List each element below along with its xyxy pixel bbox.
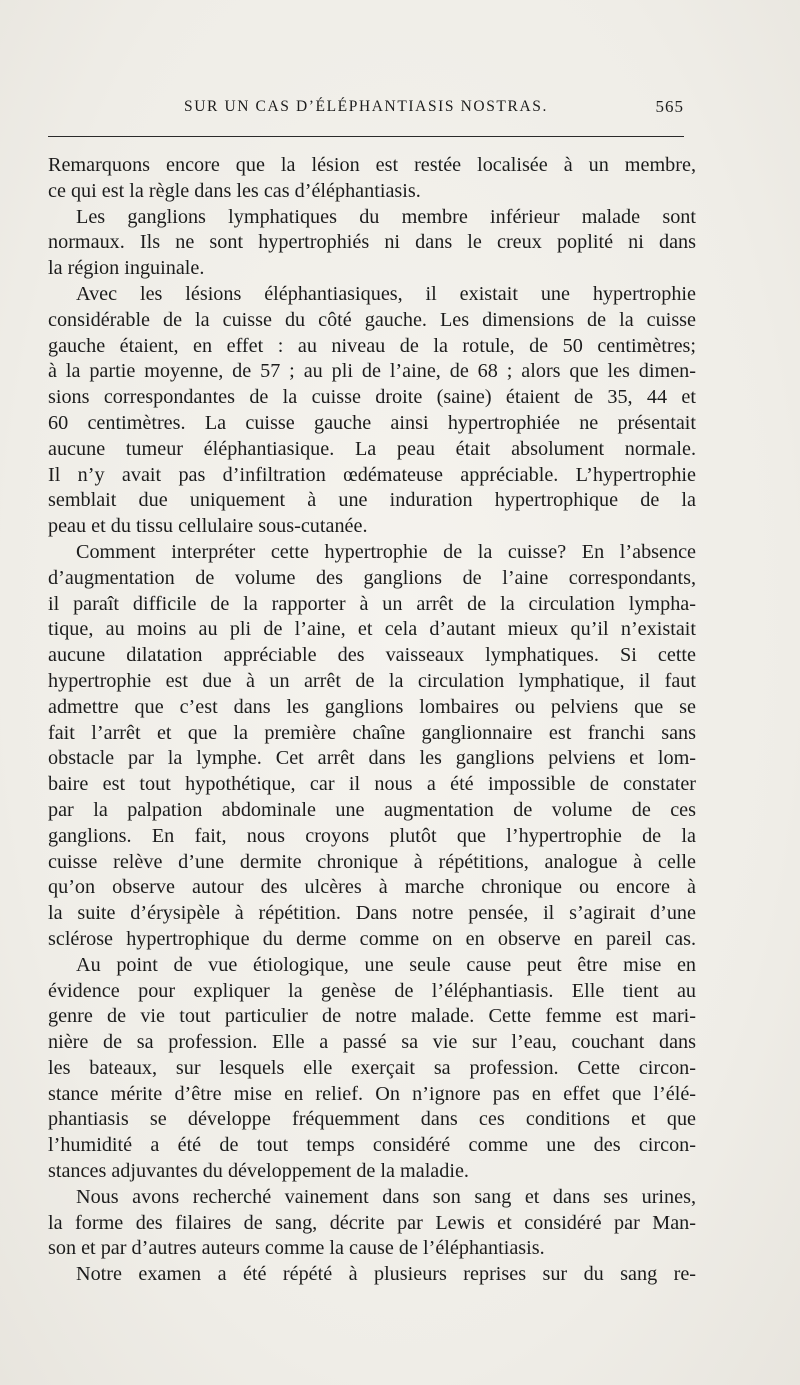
text-line: admettre que c’est dans les ganglions lombaires ou pelviens que se xyxy=(48,695,696,718)
text-line: aucune tumeur éléphantiasique. La peau était absolument normale. xyxy=(48,437,696,460)
text-line: la région inguinale. xyxy=(48,257,205,280)
text-line: ce qui est la règle dans les cas d’éléphantiasis. xyxy=(48,179,421,202)
text-line: considérable de la cuisse du côté gauche. Les dimensions de la cuisse xyxy=(48,308,696,331)
text-line: baire est tout hypothétique, car il nous a été impossible de constater xyxy=(48,773,696,796)
text-line: son et par d’autres auteurs comme la cause de l’éléphantiasis. xyxy=(48,1237,545,1260)
text-line: cuisse relève d’une dermite chronique à répétitions, analogue à celle xyxy=(48,850,696,873)
text-line: normaux. Ils ne sont hypertrophiés ni dans le creux poplité ni dans xyxy=(48,231,696,254)
text-line: d’augmentation de volume des ganglions de l’aine correspondants, xyxy=(48,566,696,589)
text-line: genre de vie tout particulier de notre malade. Cette femme est mari- xyxy=(48,1005,696,1028)
text-line: stances adjuvantes du développement de la maladie. xyxy=(48,1160,469,1183)
text-line: fait l’arrêt et que la première chaîne ganglionnaire est franchi sans xyxy=(48,721,696,744)
text-line: Nous avons recherché vainement dans son sang et dans ses urines, xyxy=(76,1185,696,1208)
header-rule xyxy=(48,136,684,137)
text-line: évidence pour expliquer la genèse de l’éléphantiasis. Elle tient au xyxy=(48,979,696,1002)
text-line: semblait due uniquement à une induration hypertrophique de la xyxy=(48,489,696,512)
text-line: Comment interpréter cette hypertrophie de la cuisse? En l’absence xyxy=(76,540,696,563)
text-line: phantiasis se développe fréquemment dans ces conditions et que xyxy=(48,1108,696,1131)
text-line: 60 centimètres. La cuisse gauche ainsi hypertrophiée ne présentait xyxy=(48,411,696,434)
text-line: Au point de vue étiologique, une seule cause peut être mise en xyxy=(76,953,696,976)
text-line: tique, au moins au pli de l’aine, et cela d’autant mieux qu’il n’existait xyxy=(48,618,696,641)
text-line: par la palpation abdominale une augmentation de volume de ces xyxy=(48,798,696,821)
text-line: la suite d’érysipèle à répétition. Dans notre pensée, il s’agirait d’une xyxy=(48,902,696,925)
text-line: sclérose hypertrophique du derme comme on en observe en pareil cas. xyxy=(48,927,696,950)
text-line: il paraît difficile de la rapporter à un arrêt de la circulation lympha- xyxy=(48,592,696,615)
text-line: hypertrophie est due à un arrêt de la circulation lymphatique, il faut xyxy=(48,669,696,692)
text-line: qu’on observe autour des ulcères à marche chronique ou encore à xyxy=(48,876,696,899)
page-number: 565 xyxy=(655,97,684,116)
running-title: SUR UN CAS D’ÉLÉPHANTIASIS NOSTRAS. xyxy=(184,98,548,115)
text-line: les bateaux, sur lesquels elle exerçait sa profession. Cette circon- xyxy=(48,1056,696,1079)
text-line: gauche étaient, en effet : au niveau de la rotule, de 50 centimètres; xyxy=(48,334,696,357)
text-line: Notre examen a été répété à plusieurs reprises sur du sang re- xyxy=(76,1263,696,1286)
text-line: sions correspondantes de la cuisse droite (saine) étaient de 35, 44 et xyxy=(48,386,696,409)
running-head xyxy=(48,98,684,122)
body-text xyxy=(48,153,696,1288)
text-line: obstacle par la lymphe. Cet arrêt dans les ganglions pelviens et lom- xyxy=(48,747,696,770)
text-line: ganglions. En fait, nous croyons plutôt que l’hypertrophie de la xyxy=(48,824,696,847)
text-line: à la partie moyenne, de 57 ; au pli de l’aine, de 68 ; alors que les dimen- xyxy=(48,360,696,383)
text-line: Remarquons encore que la lésion est restée localisée à un membre, xyxy=(48,154,696,176)
text-line: Avec les lésions éléphantiasiques, il existait une hypertrophie xyxy=(76,282,696,305)
text-line: nière de sa profession. Elle a passé sa vie sur l’eau, couchant dans xyxy=(48,1031,696,1054)
text-line: Les ganglions lymphatiques du membre inférieur malade sont xyxy=(76,205,696,228)
text-line: stance mérite d’être mise en relief. On n’ignore pas en effet que l’élé- xyxy=(48,1082,696,1105)
text-line: Il n’y avait pas d’infiltration œdémateuse appréciable. L’hypertrophie xyxy=(48,463,696,486)
text-line: l’humidité a été de tout temps considéré comme une des circon- xyxy=(48,1134,696,1157)
text-line: aucune dilatation appréciable des vaisseaux lymphatiques. Si cette xyxy=(48,644,696,667)
text-line: la forme des filaires de sang, décrite par Lewis et considéré par Man- xyxy=(48,1211,696,1234)
text-line: peau et du tissu cellulaire sous-cutanée. xyxy=(48,515,368,538)
